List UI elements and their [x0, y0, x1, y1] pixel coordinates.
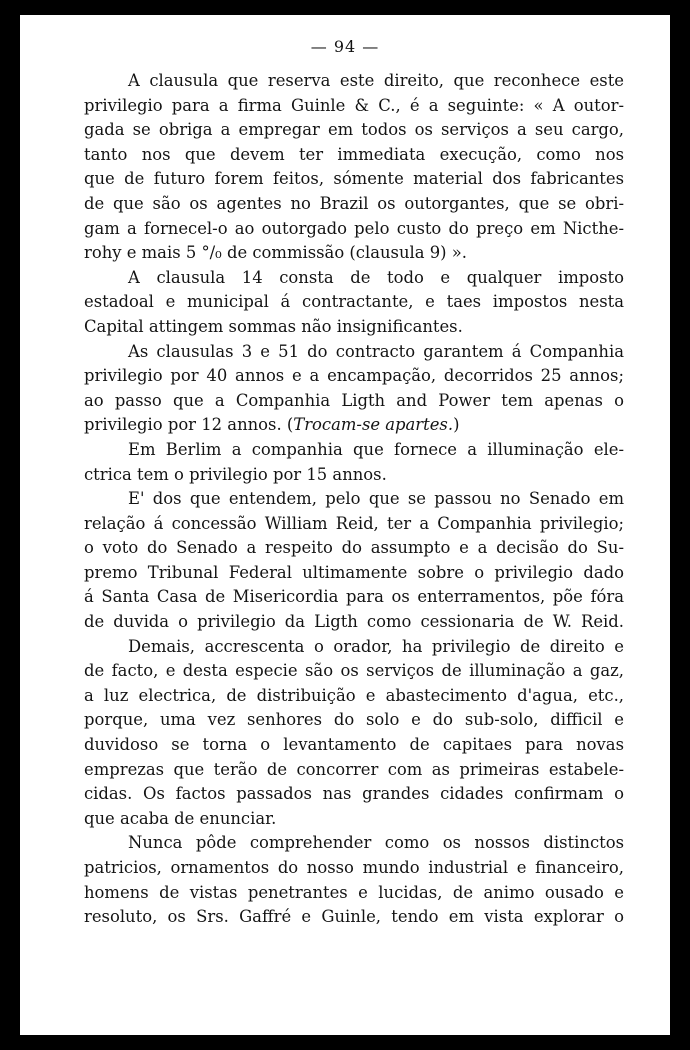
text-line: rohy e mais 5 °/₀ de commissão (clausula 9) ». — [84, 243, 468, 263]
text-line: ao passo que a Companhia Ligth and Power tem apenas o — [84, 390, 624, 410]
text-line: que acaba de enunciar. — [84, 808, 277, 828]
text-line: A clausula 14 consta de todo e qualquer imposto — [128, 267, 624, 287]
text-line: o voto do Senado a respeito do assumpto e a decisão do Su- — [84, 538, 624, 558]
text-line: duvidoso se torna o levantamento de capitaes para novas — [84, 735, 624, 755]
text-line: resoluto, os Srs. Gaffré e Guinle, tendo em vista explorar o — [84, 907, 624, 927]
text-line: á Santa Casa de Misericordia para os enterramentos, põe fóra — [84, 587, 624, 607]
document-body — [84, 69, 624, 930]
text-line: a luz electrica, de distribuição e abastecimento d'agua, etc., — [84, 685, 624, 705]
text-line: de que são os agentes no Brazil os outorgantes, que se obri- — [84, 193, 624, 213]
text-line: de facto, e desta especie são os serviços de illuminação a gaz, — [84, 661, 624, 681]
text-line: A clausula que reserva este direito, que reconhece este — [128, 71, 624, 90]
aside-note: Trocam-se apartes. — [293, 415, 454, 435]
text-line: Nunca pôde comprehender como os nossos distinctos — [128, 833, 624, 853]
text-line: patricios, ornamentos do nosso mundo industrial e financeiro, — [84, 858, 624, 877]
text-line — [84, 413, 624, 438]
text-line: de duvida o privilegio da Ligth como cessionaria de W. Reid. — [84, 612, 624, 632]
paragraph — [84, 340, 624, 438]
paragraph — [84, 831, 624, 929]
text-line: ctrica tem o privilegio por 15 annos. — [84, 464, 387, 484]
text-segment: privilegio por 12 annos. ( — [84, 415, 294, 435]
text-line: privilegio para a firma Guinle & C., é a seguinte: « A outor- — [84, 95, 624, 115]
text-line: premo Tribunal Federal ultimamente sobre o privilegio dado — [84, 562, 624, 582]
text-line: privilegio por 40 annos e a encampação, decorridos 25 annos; — [84, 366, 624, 386]
paragraph — [84, 487, 624, 635]
text-line: Capital attingem sommas não insignificantes. — [84, 316, 463, 336]
text-line: homens de vistas penetrantes e lucidas, de animo ousado e — [84, 882, 624, 902]
text-line: estadoal e municipal á contractante, e taes impostos nesta — [84, 292, 624, 312]
text-line: As clausulas 3 e 51 do contracto garantem á Companhia — [128, 341, 624, 361]
text-line: cidas. Os factos passados nas grandes cidades confirmam o — [84, 784, 624, 804]
paragraph — [84, 438, 624, 487]
paragraph — [84, 635, 624, 832]
document-page — [20, 15, 670, 1035]
text-line: porque, uma vez senhores do solo e do sub-solo, difficil e — [84, 710, 624, 730]
text-line: E' dos que entendem, pelo que se passou no Senado em — [128, 489, 624, 509]
paragraph — [84, 266, 624, 340]
text-line: tanto nos que devem ter immediata execução, como nos — [84, 144, 624, 164]
text-line: que de futuro forem feitos, sómente material dos fabricantes — [84, 169, 624, 189]
page-number: — 94 — — [310, 37, 380, 56]
text-line: emprezas que terão de concorrer com as primeiras estabele- — [84, 759, 624, 779]
text-segment: ) — [453, 415, 460, 435]
paragraph — [84, 69, 624, 266]
text-line: relação á concessão William Reid, ter a Companhia privilegio; — [84, 513, 624, 533]
text-line: Demais, accrescenta o orador, ha privilegio de direito e — [128, 636, 624, 656]
text-line: gada se obriga a empregar em todos os serviços a seu cargo, — [84, 120, 624, 140]
text-line: gam a fornecel-o ao outorgado pelo custo do preço em Nicthe- — [84, 218, 624, 238]
text-line: Em Berlim a companhia que fornece a illuminação ele- — [128, 439, 624, 459]
